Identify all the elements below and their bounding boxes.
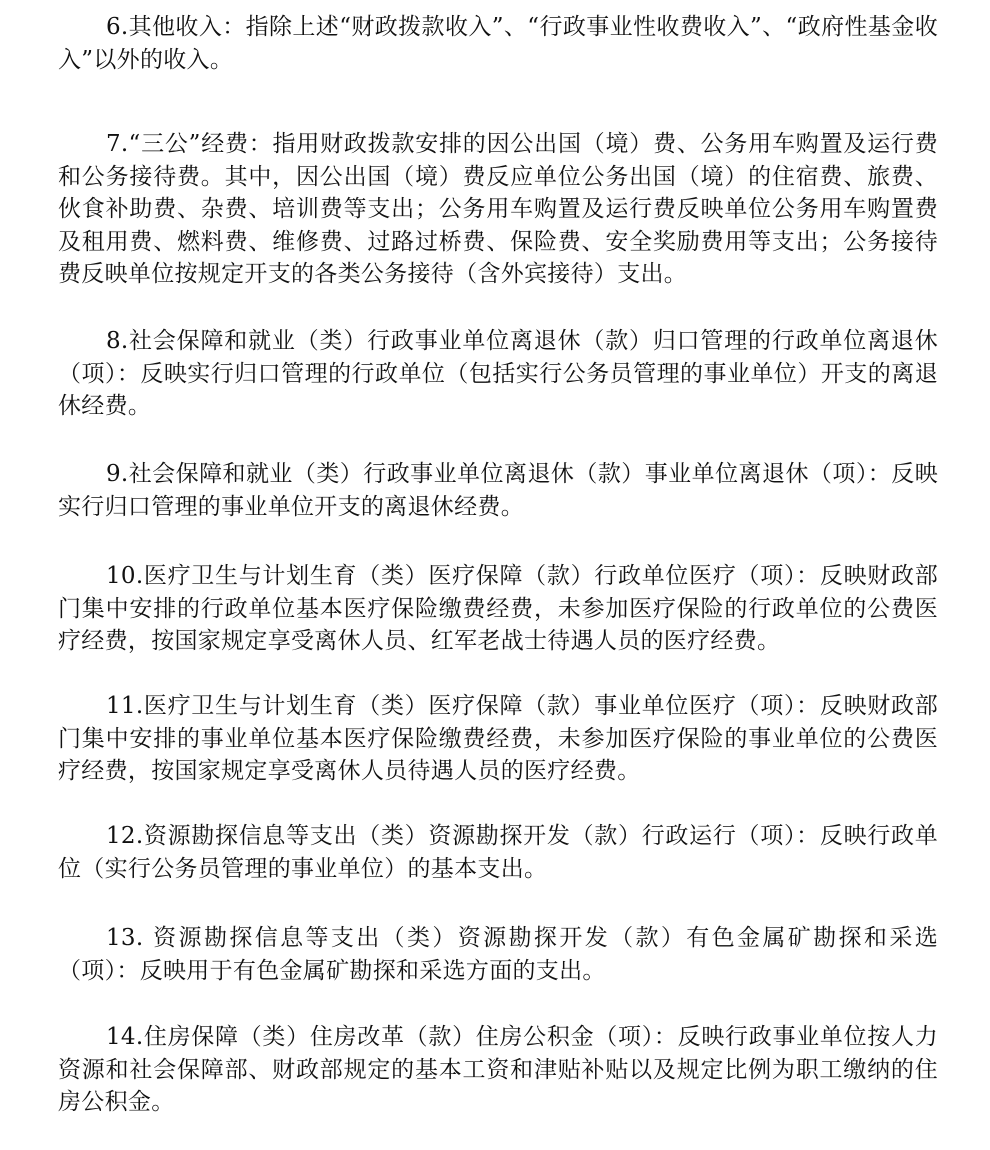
paragraph-institution-retirement: 9.社会保障和就业（类）行政事业单位离退休（款）事业单位离退休（项）：反映实行归口管理的事业单位开支的离退休经费。 (58, 461, 938, 520)
paragraph-admin-operation: 12.资源勘探信息等支出（类）资源勘探开发（款）行政运行（项）：反映行政单位（实行公务员管理的事业单位）的基本支出。 (58, 823, 938, 882)
paragraph-institution-medical: 11.医疗卫生与计划生育（类）医疗保障（款）事业单位医疗（项）：反映财政部门集中安排的事业单位基本医疗保险缴费经费，未参加医疗保险的事业单位的公费医疗经费，按国家规定享受离休人员待遇人员的医疗经费。 (58, 693, 938, 784)
paragraph-admin-retirement: 8.社会保障和就业（类）行政事业单位离退休（款）归口管理的行政单位离退休（项）：反映实行归口管理的行政单位（包括实行公务员管理的事业单位）开支的离退休经费。 (58, 328, 938, 419)
paragraph-nonferrous-exploration: 13. 资源勘探信息等支出（类）资源勘探开发（款）有色金属矿勘探和采选（项）：反映用于有色金属矿勘探和采选方面的支出。 (58, 925, 938, 984)
paragraph-housing-fund: 14.住房保障（类）住房改革（款）住房公积金（项）：反映行政事业单位按人力资源和社会保障部、财政部规定的基本工资和津贴补贴以及规定比例为职工缴纳的住房公积金。 (58, 1024, 938, 1115)
paragraph-other-income: 6.其他收入：指除上述“财政拨款收入”、“行政事业性收费收入”、“政府性基金收入”以外的收入。 (58, 14, 938, 73)
paragraph-three-public-expenses: 7.“三公”经费：指用财政拨款安排的因公出国（境）费、公务用车购置及运行费和公务接待费。其中，因公出国（境）费反应单位公务出国（境）的住宿费、旅费、伙食补助费、杂费、培训费等支出；公务用车购置及运行费反映单位公务用车购置费及租用费、燃料费、维修费、过路过桥费、保险费、安全奖励费用等支出；公务接待费反映单位按规定开支的各类公务接待（含外宾接待）支出。 (58, 131, 938, 287)
paragraph-admin-medical: 10.医疗卫生与计划生育（类）医疗保障（款）行政单位医疗（项）：反映财政部门集中安排的行政单位基本医疗保险缴费经费，未参加医疗保险的行政单位的公费医疗经费，按国家规定享受离休人员、红军老战士待遇人员的医疗经费。 (58, 563, 938, 654)
